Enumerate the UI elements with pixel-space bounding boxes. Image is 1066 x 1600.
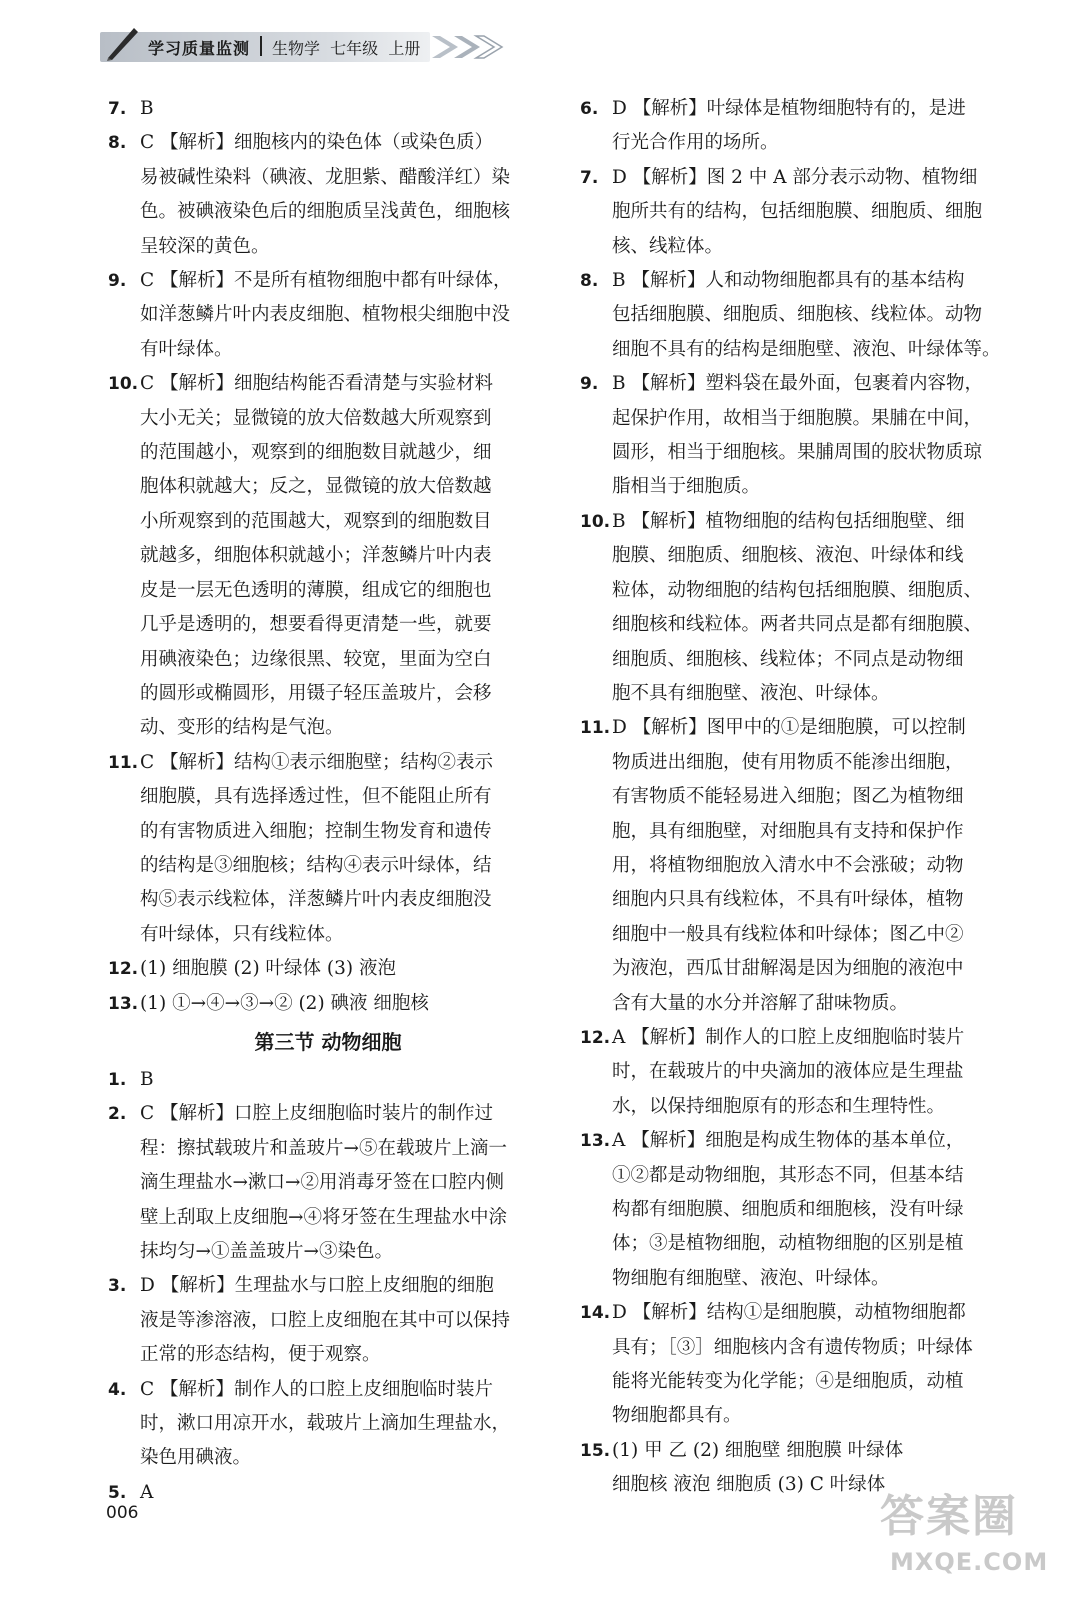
answer-continuation-line: 有叶绿体。 — [140, 338, 233, 360]
answer-item — [108, 1097, 548, 1269]
answer-continuation-line: 细胞中一般具有线粒体和叶绿体；图乙中② — [612, 923, 964, 945]
header-subtitle: 生物学 七年级 上册 — [272, 39, 421, 58]
question-number: 4. — [108, 1379, 127, 1400]
answer-first-line — [108, 367, 548, 401]
question-number: 7. — [580, 167, 599, 188]
question-number: 9. — [108, 271, 127, 292]
answer-item — [580, 711, 1025, 1021]
answer-continuation-line: 胞不具有细胞壁、液泡、叶绿体。 — [612, 682, 890, 704]
answer-continuation-line: 如洋葱鳞片叶内表皮细胞、植物根尖细胞中没 — [140, 304, 511, 326]
answer-text: A 【解析】细胞是构成生物体的基本单位， — [612, 1130, 965, 1152]
answer-first-line — [108, 952, 548, 986]
answer-first-line — [108, 92, 548, 126]
answer-first-line — [580, 711, 1025, 745]
answer-continuation-line: 的圆形或椭圆形，用镊子轻压盖玻片，会移 — [140, 682, 492, 704]
answer-first-line — [580, 1124, 1025, 1158]
answer-text: D 【解析】叶绿体是植物细胞特有的，是进 — [612, 98, 966, 119]
answer-item — [108, 367, 548, 745]
answer-text: C 【解析】结构①表示细胞壁；结构②表示 — [140, 751, 494, 773]
answer-first-line — [108, 1476, 548, 1510]
answer-text: (1) ①→④→③→② (2) 碘液 细胞核 — [140, 992, 429, 1014]
question-number: 14. — [580, 1303, 611, 1324]
header-title: 学习质量监测 — [148, 39, 251, 58]
answer-continuation-line: 构⑤表示线粒体，洋葱鳞片叶内表皮细胞没 — [140, 889, 492, 911]
question-number: 8. — [580, 271, 599, 292]
answer-first-line — [108, 987, 548, 1021]
answer-item — [108, 746, 548, 952]
answer-continuation-line: 的有害物质进入细胞；控制生物发育和遗传 — [140, 820, 492, 842]
answer-continuation-line: 物细胞有细胞壁、液泡、叶绿体。 — [612, 1267, 890, 1289]
answer-continuation-line: 能将光能转变为化学能；④是细胞质，动植 — [612, 1371, 964, 1393]
answer-first-line — [108, 1097, 548, 1131]
answer-item — [108, 1269, 548, 1372]
answer-continuation-line: 的范围越小，观察到的细胞数目就越少，细 — [140, 442, 492, 464]
question-number: 5. — [108, 1482, 127, 1503]
answer-continuation-line: 时，在载玻片的中央滴加的液体应是生理盐 — [612, 1061, 964, 1083]
answer-text: C 【解析】不是所有植物细胞中都有叶绿体， — [140, 270, 512, 292]
answer-continuation-line: 核、线粒体。 — [612, 235, 724, 257]
answer-continuation-line: 圆形，相当于细胞核。果脯周围的胶状物质琼 — [612, 442, 983, 464]
page-header — [100, 22, 530, 66]
answer-text: C 【解析】制作人的口腔上皮细胞临时装片 — [140, 1378, 494, 1400]
answer-continuation-line: 细胞膜，具有选择透过性，但不能阻止所有 — [140, 786, 492, 808]
answer-text: D 【解析】图 2 中 A 部分表示动物、植物细 — [612, 166, 978, 188]
answer-continuation-line: 脂相当于细胞质。 — [612, 476, 761, 498]
answer-first-line — [108, 1269, 548, 1303]
answer-continuation-line: 为液泡，西瓜甘甜解渴是因为细胞的液泡中 — [612, 958, 964, 980]
answer-item — [108, 1373, 548, 1476]
answer-text: B 【解析】塑料袋在最外面，包裹着内容物， — [612, 373, 983, 395]
answer-item — [108, 987, 548, 1021]
answer-text: D 【解析】结构①是细胞膜，动植物细胞都 — [612, 1302, 966, 1324]
answer-first-line — [108, 746, 548, 780]
answer-continuation-line: 程：擦拭载玻片和盖玻片→⑤在载玻片上滴一 — [140, 1137, 508, 1159]
answer-item — [580, 1021, 1025, 1124]
question-number: 12. — [580, 1027, 611, 1048]
answer-continuation-line: 构都有细胞膜、细胞质和细胞核，没有叶绿 — [612, 1199, 964, 1220]
question-number: 10. — [580, 511, 611, 532]
answer-continuation-line: 抹均匀→①盖盖玻片→③染色。 — [140, 1241, 394, 1262]
answer-continuation-line: 就越多，细胞体积就越小；洋葱鳞片叶内表 — [140, 545, 492, 567]
pen-icon — [104, 22, 144, 62]
answer-continuation-line: 细胞不具有的结构是细胞壁、液泡、叶绿体等。 — [612, 338, 1001, 360]
answer-first-line — [580, 367, 1025, 401]
question-number: 2. — [108, 1104, 127, 1125]
answer-item — [108, 92, 548, 126]
answer-first-line — [580, 161, 1025, 195]
answer-text: D 【解析】生理盐水与口腔上皮细胞的细胞 — [140, 1275, 494, 1297]
answer-continuation-line: 染色用碘液。 — [140, 1447, 252, 1469]
answer-continuation-line: 细胞内只具有线粒体，不具有叶绿体，植物 — [612, 889, 964, 911]
answer-continuation-line: 物质进出细胞，使有用物质不能渗出细胞， — [612, 751, 964, 773]
answer-text: B — [140, 98, 154, 119]
answer-text: D 【解析】图甲中的①是细胞膜，可以控制 — [612, 717, 966, 739]
answer-continuation-line: 几乎是透明的，想要看得更清楚一些，就要 — [140, 614, 492, 636]
header-separator — [260, 36, 262, 56]
question-number: 11. — [580, 718, 611, 739]
right-column — [580, 92, 1025, 1503]
answer-first-line — [580, 264, 1025, 298]
answer-continuation-line: 用，将植物细胞放入清水中不会涨破；动物 — [612, 854, 964, 876]
answer-item — [580, 505, 1025, 711]
answer-continuation-line: 具有；［③］细胞核内含有遗传物质；叶绿体 — [612, 1336, 973, 1358]
answer-continuation-line: 体；③是植物细胞，动植物细胞的区别是植 — [612, 1233, 964, 1255]
answer-item — [108, 952, 548, 986]
answer-continuation-line: 用碘液染色；边缘很黑、较宽，里面为空白 — [140, 648, 492, 670]
section-title: 第三节 动物细胞 — [254, 1029, 402, 1054]
page-number: 006 — [106, 1503, 139, 1523]
answer-text: B 【解析】人和动物细胞都具有的基本结构 — [612, 270, 965, 292]
left-items — [108, 92, 548, 1021]
answer-continuation-line: 大小无关；显微镜的放大倍数越大所观察到 — [140, 407, 492, 429]
question-number: 13. — [108, 993, 139, 1014]
answer-continuation-line: 水，以保持细胞原有的形态和生理特性。 — [612, 1095, 946, 1117]
chevron-arrows-icon — [430, 30, 520, 64]
left-column — [108, 92, 548, 1510]
question-number: 10. — [108, 374, 139, 395]
answer-continuation-line: 滴生理盐水→漱口→②用消毒牙签在口腔内侧 — [140, 1172, 505, 1194]
answer-continuation-line: 动、变形的结构是气泡。 — [140, 717, 344, 739]
answer-first-line — [580, 1021, 1025, 1055]
answer-text: A 【解析】制作人的口腔上皮细胞临时装片 — [612, 1026, 965, 1048]
question-number: 12. — [108, 959, 139, 980]
answer-text: C 【解析】细胞核内的染色体（或染色质） — [140, 132, 494, 154]
answer-continuation-line: 的结构是③细胞核；结构④表示叶绿体，结 — [140, 854, 492, 876]
answer-continuation-line: 细胞核 液泡 细胞质 (3) C 叶绿体 — [612, 1474, 886, 1496]
answer-first-line — [108, 1063, 548, 1097]
answer-item — [580, 1124, 1025, 1296]
left-items-after-section — [108, 1063, 548, 1510]
question-number: 15. — [580, 1440, 611, 1461]
watermark-bottom: MXQE.COM — [890, 1548, 1049, 1576]
question-number: 8. — [108, 133, 127, 154]
question-number: 9. — [580, 374, 599, 395]
answer-continuation-line: 细胞核和线粒体。两者共同点是都有细胞膜、 — [612, 614, 983, 636]
answer-first-line — [580, 505, 1025, 539]
answer-continuation-line: 液是等渗溶液，口腔上皮细胞在其中可以保持 — [140, 1309, 511, 1331]
answer-continuation-line: 物细胞都具有。 — [612, 1405, 742, 1427]
answer-first-line — [108, 126, 548, 160]
right-items — [580, 92, 1025, 1503]
question-number: 7. — [108, 99, 127, 119]
watermark-logo — [880, 1480, 1050, 1590]
answer-continuation-line: 起保护作用，故相当于细胞膜。果脯在中间， — [612, 407, 983, 429]
answer-text: C 【解析】细胞结构能否看清楚与实验材料 — [140, 373, 494, 395]
answer-item — [108, 264, 548, 367]
answer-text: C 【解析】口腔上皮细胞临时装片的制作过 — [140, 1103, 494, 1125]
answer-continuation-line: 呈较深的黄色。 — [140, 235, 270, 257]
answer-item — [580, 161, 1025, 264]
answer-item — [580, 367, 1025, 505]
answer-continuation-line: 胞体积就越大；反之，显微镜的放大倍数越 — [140, 476, 492, 498]
answer-continuation-line: 包括细胞膜、细胞质、细胞核、线粒体。动物 — [612, 304, 983, 326]
answer-text: (1) 细胞膜 (2) 叶绿体 (3) 液泡 — [140, 958, 397, 980]
answer-item — [580, 1296, 1025, 1434]
answer-text: A — [140, 1481, 154, 1503]
answer-first-line — [580, 1434, 1025, 1468]
question-number: 11. — [108, 752, 139, 773]
answer-continuation-line: 壁上刮取上皮细胞→④将牙签在生理盐水中涂 — [140, 1206, 508, 1228]
answer-continuation-line: 色。被碘液染色后的细胞质呈浅黄色，细胞核 — [140, 201, 511, 223]
answer-first-line — [108, 1373, 548, 1407]
answer-continuation-line: 胞膜、细胞质、细胞核、液泡、叶绿体和线 — [612, 545, 964, 567]
answer-continuation-line: 时，漱口用凉开水，载玻片上滴加生理盐水， — [140, 1413, 511, 1435]
question-number: 1. — [108, 1069, 127, 1090]
answer-continuation-line: 有叶绿体，只有线粒体。 — [140, 923, 344, 945]
answer-continuation-line: 含有大量的水分并溶解了甜味物质。 — [612, 992, 909, 1014]
answer-first-line — [108, 264, 548, 298]
answer-text: (1) 甲 乙 (2) 细胞壁 细胞膜 叶绿体 — [612, 1439, 904, 1461]
answer-item — [108, 126, 548, 264]
answer-first-line — [580, 1296, 1025, 1330]
answer-continuation-line: 小所观察到的范围越大，观察到的细胞数目 — [140, 510, 492, 532]
answer-continuation-line: 有害物质不能轻易进入细胞；图乙为植物细 — [612, 786, 964, 808]
answer-continuation-line: 皮是一层无色透明的薄膜，组成它的细胞也 — [140, 579, 492, 601]
question-number: 13. — [580, 1131, 611, 1152]
answer-item — [580, 264, 1025, 367]
watermark-top: 答案圈 — [880, 1491, 1018, 1542]
answer-item — [580, 92, 1025, 161]
question-number: 6. — [580, 99, 599, 119]
answer-text: B — [140, 1068, 154, 1090]
answer-first-line — [580, 92, 1025, 126]
answer-text: B 【解析】植物细胞的结构包括细胞壁、细 — [612, 510, 965, 532]
answer-continuation-line: 粒体，动物细胞的结构包括细胞膜、细胞质、 — [612, 579, 983, 601]
answer-continuation-line: 行光合作用的场所。 — [612, 132, 779, 154]
answer-continuation-line: 正常的形态结构，便于观察。 — [140, 1344, 381, 1366]
answer-continuation-line: ①②都是动物细胞，其形态不同，但基本结 — [612, 1164, 964, 1186]
question-number: 3. — [108, 1276, 127, 1297]
answer-item — [108, 1476, 548, 1510]
answer-continuation-line: 胞所共有的结构，包括细胞膜、细胞质、细胞 — [612, 201, 983, 223]
answer-continuation-line: 易被碱性染料（碘液、龙胆紫、醋酸洋红）染 — [140, 166, 511, 188]
answer-continuation-line: 细胞质、细胞核、线粒体；不同点是动物细 — [612, 648, 964, 670]
answer-item — [108, 1063, 548, 1097]
answer-continuation-line: 胞，具有细胞壁，对细胞具有支持和保护作 — [612, 820, 964, 842]
